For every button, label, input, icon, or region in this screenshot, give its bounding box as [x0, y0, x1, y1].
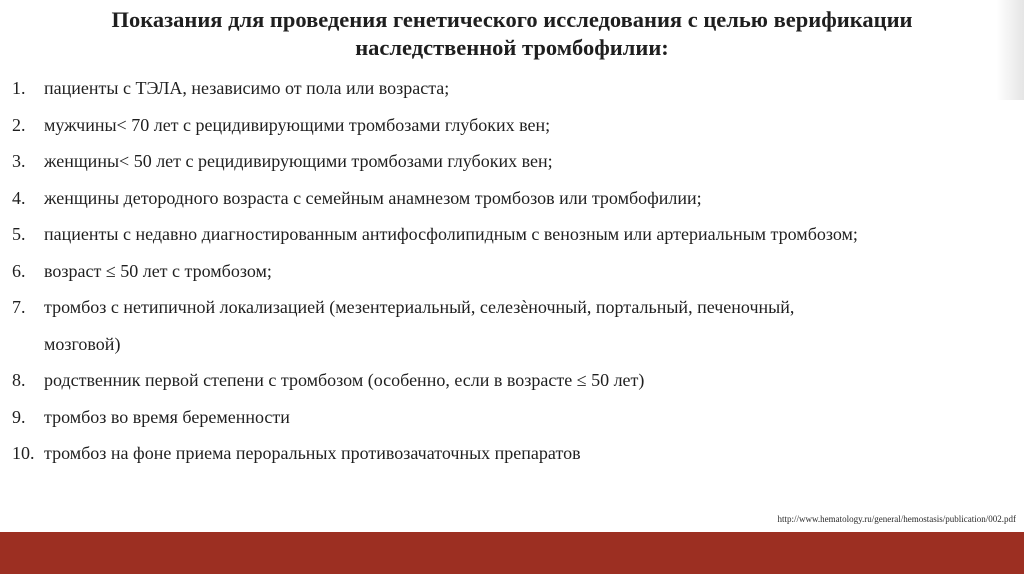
list-item	[12, 399, 1022, 436]
item-number: 7.	[12, 297, 26, 317]
item-number: 2.	[12, 114, 26, 135]
item-text-continuation: мозговой)	[44, 333, 121, 354]
indications-list	[12, 70, 1022, 472]
item-number: 5.	[12, 224, 26, 244]
list-item	[12, 289, 1022, 362]
list-item	[12, 143, 1022, 180]
footer-bar	[0, 532, 1024, 574]
item-text: возраст ≤ 50 лет с тромбозом;	[44, 260, 272, 281]
item-text: женщины< 50 лет с рецидивирующими тромбозами глубоких вен;	[44, 151, 553, 171]
item-text: тромбоз на фоне приема пероральных противозачаточных препаратов	[44, 443, 581, 463]
item-number: 10.	[12, 443, 35, 463]
item-number: 3.	[12, 151, 26, 171]
item-text: пациенты с ТЭЛА, независимо от пола или возраста;	[44, 78, 450, 98]
item-text: родственник первой степени с тромбозом (особенно, если в возрасте ≤ 50 лет)	[44, 370, 645, 390]
item-number: 1.	[12, 78, 26, 98]
list-item	[12, 253, 1022, 290]
item-text: пациенты с недавно диагностированным антифосфолипидным с венозным или артериальным тромбозом;	[44, 224, 858, 244]
item-number: 8.	[12, 370, 26, 390]
item-text: мужчины< 70 лет с рецидивирующими тромбозами глубоких вен;	[44, 114, 551, 135]
list-item	[12, 107, 1022, 144]
list-item	[12, 180, 1022, 217]
item-text: тромбоз во время беременности	[44, 406, 290, 427]
item-number: 9.	[12, 406, 26, 427]
item-text: тромбоз с нетипичной локализацией (мезентериальный, селезѐночный, портальный, печеночный,	[44, 297, 795, 317]
list-item	[12, 70, 1022, 107]
item-number: 6.	[12, 260, 26, 281]
list-item	[12, 435, 1022, 472]
item-number: 4.	[12, 187, 26, 208]
item-text: женщины детородного возраста с семейным анамнезом тромбозов или тромбофилии;	[44, 187, 702, 208]
list-item	[12, 362, 1022, 399]
slide-title: Показания для проведения генетического исследования с целью верификации наследственной тромбофилии:	[111, 7, 913, 60]
list-item	[12, 216, 1022, 253]
source-reference: http://www.hematology.ru/general/hemostasis/publication/002.pdf	[777, 514, 1016, 524]
